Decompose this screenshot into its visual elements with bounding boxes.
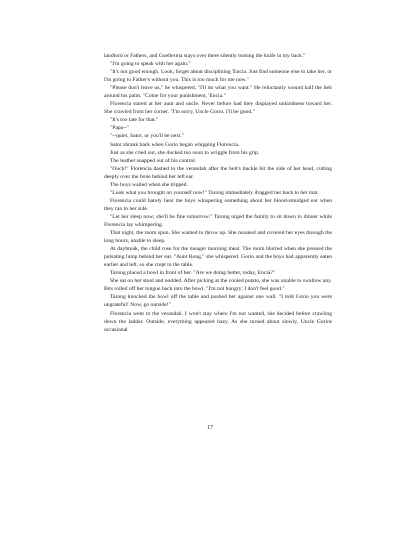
paragraph: She sat on her stool and nodded. After picking at the cooled potato, she was unable to swallow any. Bits rolled off her tongue back into the bowl. "I'm not hungry; I don't feel good." bbox=[104, 278, 332, 293]
paragraph: "--quiet, Sator, or you'll be next." bbox=[110, 133, 185, 140]
paragraph: "It's not good enough. Look, forget about disciplining 'Encia. Just find someone else to take her, or I'm going to Father's without you. This is too much for me now." bbox=[104, 69, 332, 84]
paragraph: landlord or Fathers, and Guellerma stays over there silently turning the knife in my back." bbox=[104, 53, 306, 59]
paragraph: "I'm going to speak with her again." bbox=[110, 61, 191, 68]
paragraph: Florencia could barely hear the boys whispering something about her blood-smudged ear when they ran to her side. bbox=[104, 197, 332, 212]
paragraph: "Let her sleep now; she'll be fine tomorrow." Tarong urged the family to sit down to dinner while Florencia lay whimpering. bbox=[104, 213, 332, 228]
paragraph: Tarong placed a bowl in front of her. "Are we doing better, today, Encia?" bbox=[110, 270, 276, 277]
paragraph: "Look what you brought on yourself now!" Tarong immediately dragged her back to her mat. bbox=[110, 189, 319, 196]
body-text bbox=[104, 52, 332, 334]
paragraph: Sator shrank back when Gorio began whipping Florencia. bbox=[110, 141, 240, 148]
paragraph: Florencia went to the verandah. I won't stay where I'm not wanted, she decided before crawling down the ladder. Outside, everything appeared hazy. As she turned about slowly, Uncle Gorios occasional bbox=[104, 310, 332, 333]
paragraph: Florencia stared at her aunt and uncle. Never before had they displayed unkindness toward her. She crawled from her corner. "I'm sorry, Uncle Gorio, I'll be good." bbox=[104, 101, 332, 116]
paragraph: Just as she cried out, she ducked too soon to wriggle from his grip. bbox=[110, 149, 260, 156]
page-number: 17 bbox=[207, 425, 213, 431]
paragraph: "Ouch!" Florencia dashed to the verandah after the belt's buckle bit the side of her head, cutting deeply over the bone behind her left ear. bbox=[104, 165, 332, 180]
paragraph: The leather snapped out of his control. bbox=[110, 157, 197, 164]
paragraph: That night, the room spun. She wanted to throw up. She moaned and covered her eyes through the long hours, unable to sleep. bbox=[104, 230, 332, 245]
paragraph: At daybreak, the child rose for the meager morning meal. The room blurred when she pressed the pulsating lump behind her ear. "Aunt Rong," she whispered. Gorio and the boys had apparently eaten earlier and left, so she crept to the table. bbox=[104, 246, 332, 269]
paragraph: The boys wailed when she tripped. bbox=[110, 181, 188, 188]
paragraph: Tarong knocked the bowl off the table and pushed her against one wall. "I told Gorio you were ungrateful! Now, go outside!" bbox=[104, 294, 332, 309]
paragraph: "Please don't leave us," he whispered, "I'll do what you want." He reluctantly wound half the belt around his palm. "Come for your punishment, 'Encia." bbox=[104, 85, 332, 100]
paragraph: "It's too late for that." bbox=[110, 117, 159, 124]
paragraph: "Papa--" bbox=[110, 125, 130, 132]
